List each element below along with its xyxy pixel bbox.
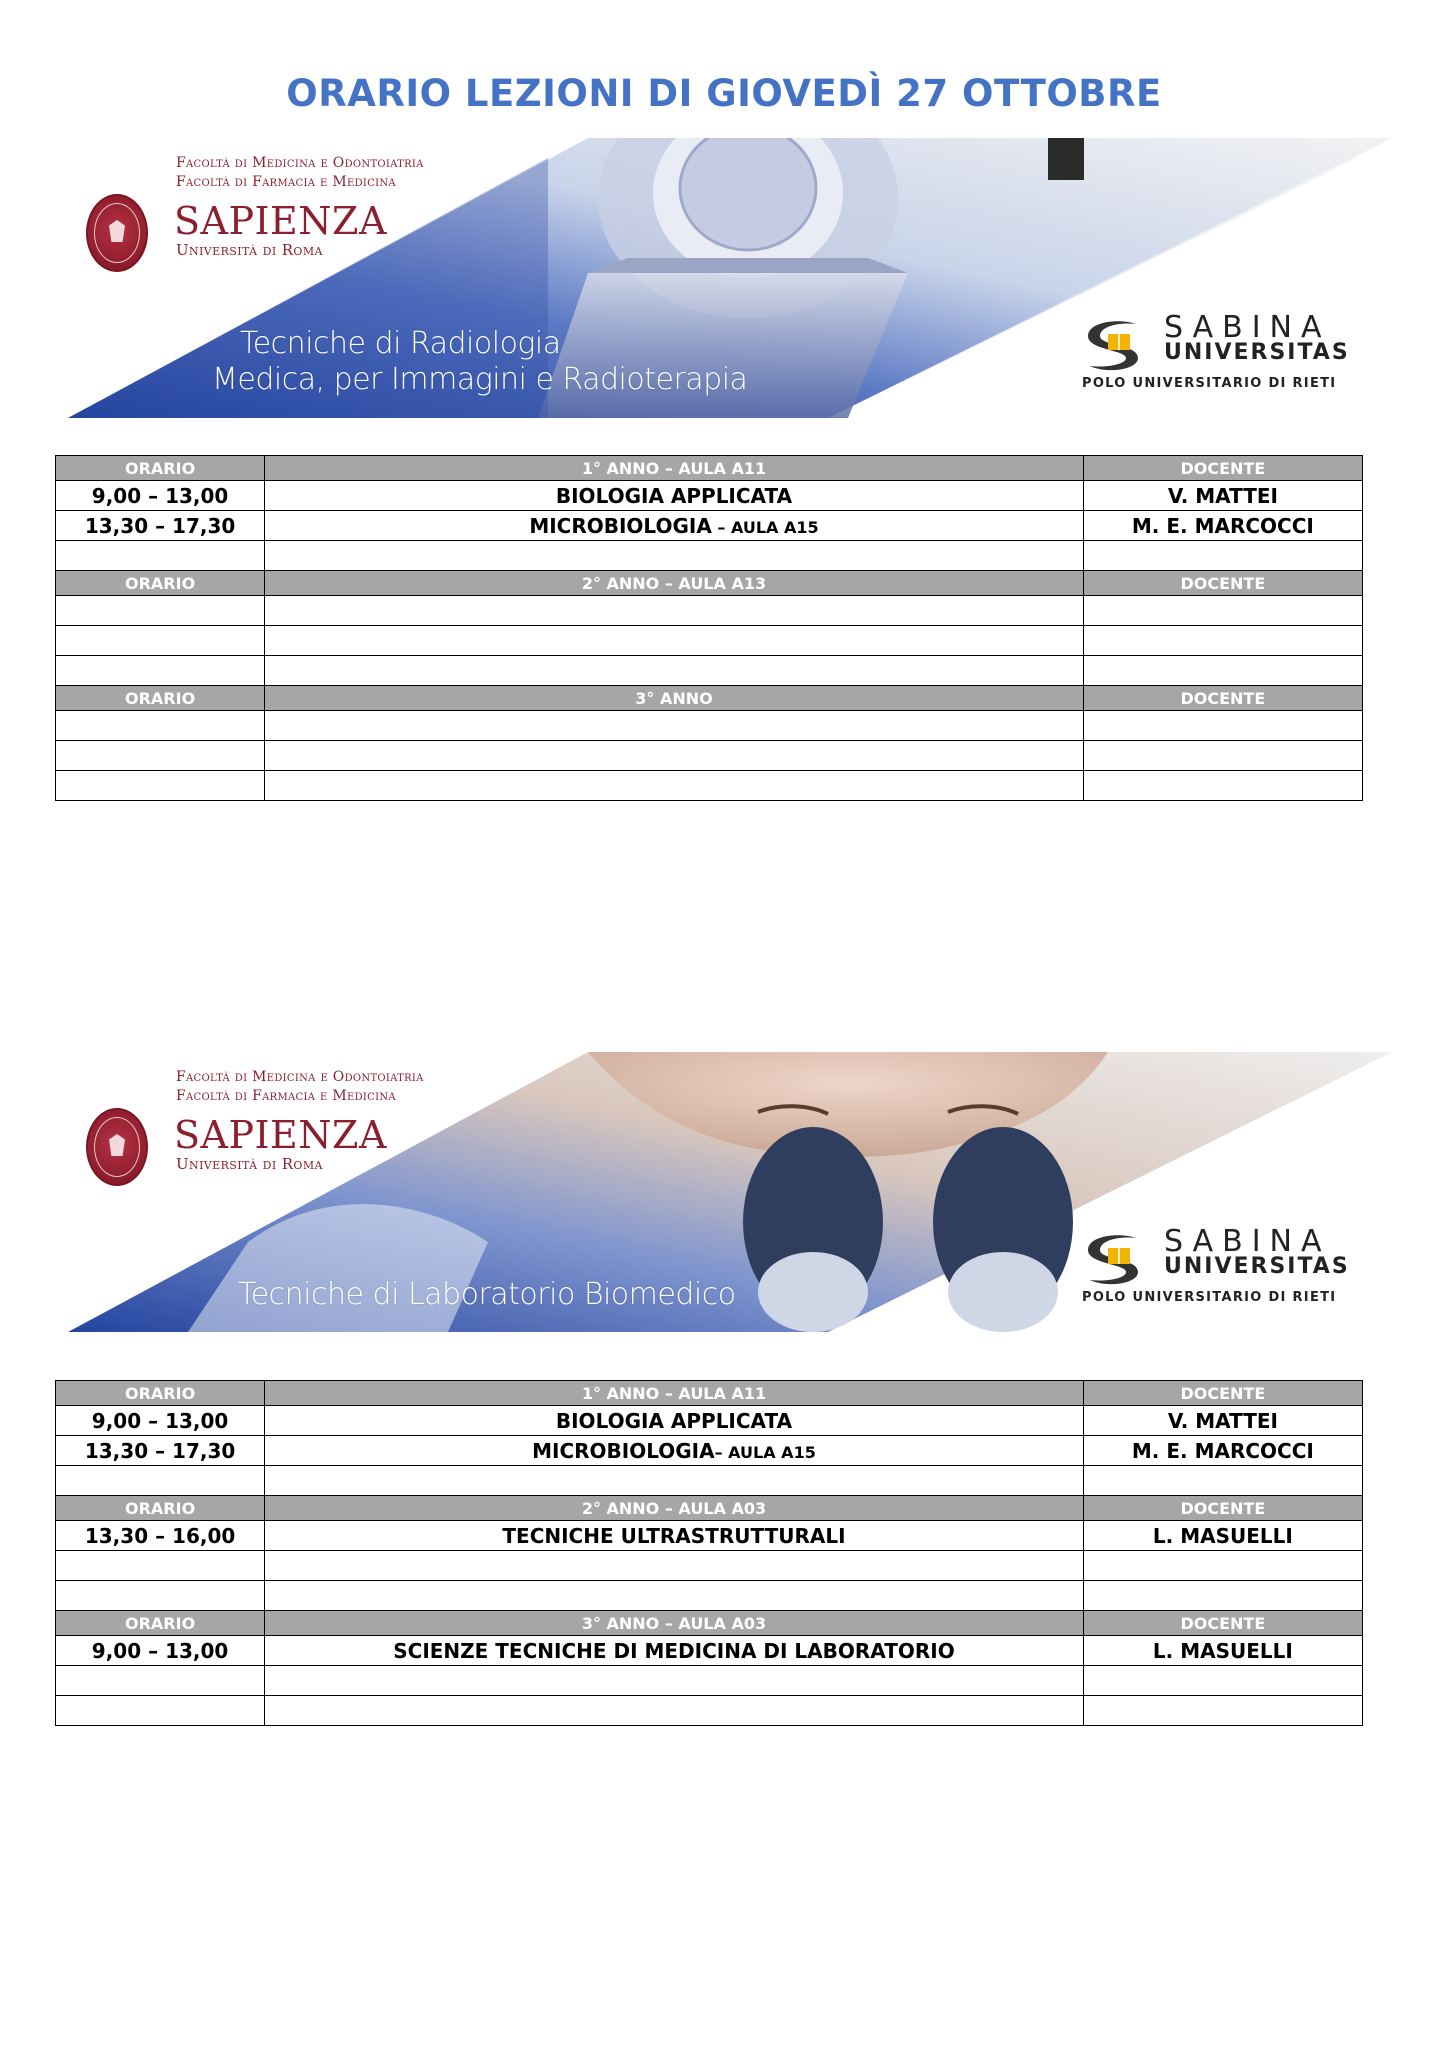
cell-teacher — [1083, 741, 1362, 771]
sapienza-university-text: Università di Roma — [176, 241, 323, 259]
cell-teacher: M. E. MARCOCCI — [1083, 1436, 1362, 1466]
cell-time: 13,30 – 17,30 — [56, 511, 265, 541]
table-row — [56, 596, 1363, 626]
cell-teacher — [1083, 711, 1362, 741]
table-row — [56, 1666, 1363, 1696]
table-row — [56, 1406, 1363, 1436]
header-docente: DOCENTE — [1083, 1611, 1362, 1636]
cell-teacher: V. MATTEI — [1083, 481, 1362, 511]
subject-note: – AULA A15 — [714, 1442, 816, 1462]
table-row — [56, 1466, 1363, 1496]
banner-laboratorio — [68, 1052, 1392, 1332]
cell-subject — [265, 1581, 1084, 1611]
sabina-subtitle: UNIVERSITAS — [1164, 1254, 1350, 1279]
cell-teacher — [1083, 1666, 1362, 1696]
cell-subject — [265, 741, 1084, 771]
cell-time: 9,00 – 13,00 — [56, 481, 265, 511]
sapienza-logo-text: SAPIENZA — [174, 1113, 387, 1157]
header-orario: ORARIO — [56, 686, 265, 711]
header-year: 1° ANNO – AULA A11 — [265, 1381, 1084, 1406]
header-orario: ORARIO — [56, 1496, 265, 1521]
cell-subject — [265, 541, 1084, 571]
header-year: 1° ANNO – AULA A11 — [265, 456, 1084, 481]
cell-subject: TECNICHE ULTRASTRUTTURALI — [265, 1521, 1084, 1551]
sabina-universitas-logo — [1068, 1222, 1368, 1312]
faculty-line-2: Facoltà di Farmacia e Medicina — [176, 174, 396, 190]
cell-time — [56, 1466, 265, 1496]
faculty-line-2: Facoltà di Farmacia e Medicina — [176, 1088, 396, 1104]
sabina-polo: POLO UNIVERSITARIO DI RIETI — [1082, 376, 1337, 391]
header-docente: DOCENTE — [1083, 686, 1362, 711]
course-title-line-1: Tecniche di Radiologia — [240, 326, 561, 361]
sabina-universitas-logo — [1068, 308, 1368, 398]
header-orario: ORARIO — [56, 456, 265, 481]
cell-subject — [265, 481, 1084, 511]
cell-teacher — [1083, 1696, 1362, 1726]
cell-time — [56, 711, 265, 741]
subject-text: MICROBIOLOGIA — [532, 1438, 715, 1463]
table-row — [56, 1436, 1363, 1466]
cell-subject — [265, 656, 1084, 686]
cell-time — [56, 1666, 265, 1696]
cell-teacher — [1083, 1466, 1362, 1496]
cell-time — [56, 1696, 265, 1726]
course-title-line-2: Medica, per Immagini e Radioterapia — [212, 362, 748, 397]
cell-subject — [265, 626, 1084, 656]
subject-text: BIOLOGIA APPLICATA — [555, 1408, 793, 1433]
header-year: 3° ANNO – AULA A03 — [265, 1611, 1084, 1636]
cell-teacher — [1083, 656, 1362, 686]
cell-time: 9,00 – 13,00 — [56, 1636, 265, 1666]
sapienza-university-text: Università di Roma — [176, 1155, 323, 1173]
sabina-name: SABINA — [1164, 1224, 1331, 1259]
cell-teacher — [1083, 771, 1362, 801]
sabina-subtitle: UNIVERSITAS — [1164, 340, 1350, 365]
subject-text: BIOLOGIA APPLICATA — [555, 483, 793, 508]
header-year: 2° ANNO – AULA A13 — [265, 571, 1084, 596]
table-row — [56, 1581, 1363, 1611]
sabina-book-icon — [1078, 314, 1156, 374]
sapienza-logo-text: SAPIENZA — [174, 199, 387, 243]
banner-radiologia — [68, 138, 1392, 418]
cell-teacher: V. MATTEI — [1083, 1406, 1362, 1436]
cell-teacher — [1083, 596, 1362, 626]
cell-teacher: M. E. MARCOCCI — [1083, 511, 1362, 541]
sabina-name: SABINA — [1164, 310, 1331, 345]
schedule-table-radiologia — [55, 455, 1363, 801]
cell-time — [56, 656, 265, 686]
table-row — [56, 711, 1363, 741]
header-year: 2° ANNO – AULA A03 — [265, 1496, 1084, 1521]
cell-teacher — [1083, 541, 1362, 571]
header-year: 3° ANNO — [265, 686, 1084, 711]
table-header-row — [56, 456, 1363, 481]
sapienza-seal-icon — [86, 194, 148, 272]
table-row — [56, 771, 1363, 801]
cell-subject: SCIENZE TECNICHE DI MEDICINA DI LABORATORIO — [265, 1636, 1084, 1666]
cell-subject — [265, 1551, 1084, 1581]
header-docente: DOCENTE — [1083, 1496, 1362, 1521]
cell-time — [56, 741, 265, 771]
cell-time — [56, 596, 265, 626]
cell-time: 13,30 – 16,00 — [56, 1521, 265, 1551]
subject-text: MICROBIOLOGIA — [529, 513, 712, 538]
course-title-laboratorio: Tecniche di Laboratorio Biomedico — [238, 1277, 736, 1312]
table-row — [56, 626, 1363, 656]
table-header-row — [56, 571, 1363, 596]
course-title-radiologia — [212, 326, 800, 398]
faculty-names — [176, 1068, 424, 1106]
faculty-line-1: Facoltà di Medicina e Odontoiatria — [176, 1069, 424, 1085]
header-docente: DOCENTE — [1083, 456, 1362, 481]
table-row — [56, 541, 1363, 571]
cell-subject — [265, 1436, 1084, 1466]
cell-subject — [265, 596, 1084, 626]
cell-time — [56, 1551, 265, 1581]
header-docente: DOCENTE — [1083, 571, 1362, 596]
cell-subject — [265, 711, 1084, 741]
header-orario: ORARIO — [56, 571, 265, 596]
cell-time — [56, 771, 265, 801]
table-header-row — [56, 1611, 1363, 1636]
cell-time: 9,00 – 13,00 — [56, 1406, 265, 1436]
page-title: ORARIO LEZIONI DI GIOVEDÌ 27 OTTOBRE — [286, 72, 1162, 115]
table-row — [56, 481, 1363, 511]
cell-teacher: L. MASUELLI — [1083, 1521, 1362, 1551]
header-docente: DOCENTE — [1083, 1381, 1362, 1406]
cell-subject — [265, 1666, 1084, 1696]
header-orario: ORARIO — [56, 1611, 265, 1636]
table-row — [56, 741, 1363, 771]
schedule-table-laboratorio — [55, 1380, 1363, 1726]
header-orario: ORARIO — [56, 1381, 265, 1406]
table-header-row — [56, 1381, 1363, 1406]
table-row — [56, 1696, 1363, 1726]
table-row — [56, 656, 1363, 686]
cell-subject — [265, 771, 1084, 801]
table-row — [56, 1521, 1363, 1551]
sabina-book-icon — [1078, 1228, 1156, 1288]
faculty-names — [176, 154, 424, 192]
sabina-polo: POLO UNIVERSITARIO DI RIETI — [1082, 1290, 1337, 1305]
cell-teacher — [1083, 1551, 1362, 1581]
cell-time — [56, 626, 265, 656]
cell-subject — [265, 511, 1084, 541]
table-row — [56, 1551, 1363, 1581]
cell-teacher: L. MASUELLI — [1083, 1636, 1362, 1666]
table-row — [56, 511, 1363, 541]
cell-subject — [265, 1406, 1084, 1436]
table-header-row — [56, 1496, 1363, 1521]
cell-time: 13,30 – 17,30 — [56, 1436, 265, 1466]
cell-teacher — [1083, 1581, 1362, 1611]
cell-subject — [265, 1696, 1084, 1726]
cell-subject — [265, 1466, 1084, 1496]
table-header-row — [56, 686, 1363, 711]
cell-time — [56, 541, 265, 571]
cell-time — [56, 1581, 265, 1611]
faculty-line-1: Facoltà di Medicina e Odontoiatria — [176, 155, 424, 171]
table-row — [56, 1636, 1363, 1666]
cell-teacher — [1083, 626, 1362, 656]
subject-note: – AULA A15 — [711, 517, 819, 537]
sapienza-seal-icon — [86, 1108, 148, 1186]
